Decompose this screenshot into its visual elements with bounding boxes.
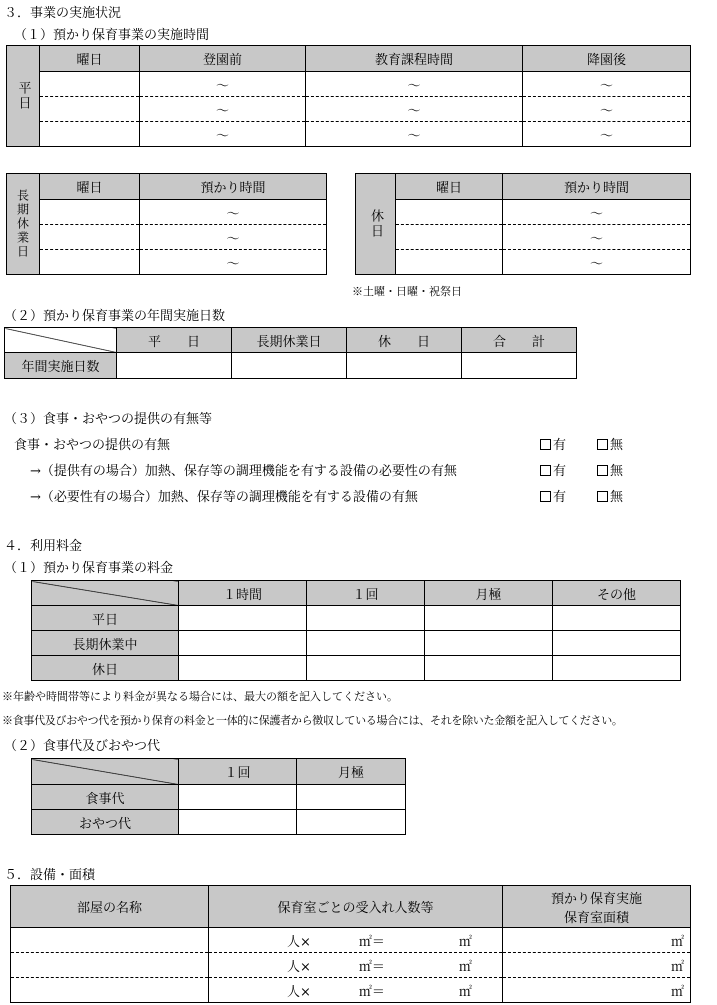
- facility-room-cell[interactable]: [11, 953, 209, 978]
- meal-row-label-snack: おやつ代: [32, 810, 179, 835]
- checkbox-icon[interactable]: [597, 465, 608, 476]
- q2-no-option[interactable]: 無: [597, 460, 623, 479]
- fee-cell[interactable]: [553, 631, 681, 656]
- fee-cell[interactable]: [307, 656, 425, 681]
- fee-header-other: その他: [553, 581, 681, 606]
- weekday-before-cell[interactable]: ～: [140, 97, 306, 122]
- annual-days-table: [4, 327, 577, 379]
- area-unit: ㎡: [458, 934, 472, 950]
- q2-yes-option[interactable]: 有: [540, 460, 566, 479]
- long-break-side-label: 長期休業日: [7, 174, 40, 275]
- fee-note-1: ※年齢や時間帯等により料金が異なる場合には、最大の額を記入してください。: [2, 690, 398, 703]
- person-unit: 人×: [287, 959, 311, 975]
- section-4-2-title: （２）食事代及びおやつ代: [4, 739, 161, 754]
- weekday-core-cell[interactable]: ～: [306, 72, 523, 97]
- fee-row-label-weekday: 平日: [32, 606, 179, 631]
- section-4-title: ４．利用料金: [4, 539, 83, 554]
- facility-room-cell[interactable]: [11, 928, 209, 953]
- weekday-core-cell[interactable]: ～: [306, 122, 523, 147]
- holiday-hours-cell[interactable]: ～: [503, 225, 691, 250]
- annual-weekday-cell[interactable]: [117, 353, 232, 379]
- facility-header-area: [503, 886, 691, 928]
- fee-row-label-long-break: 長期休業中: [32, 631, 179, 656]
- meal-fee-cell[interactable]: [297, 785, 406, 810]
- fee-cell[interactable]: [425, 606, 553, 631]
- long-break-hours-cell[interactable]: ～: [140, 250, 327, 275]
- weekday-day-cell[interactable]: [40, 122, 140, 147]
- facility-capacity-cell[interactable]: [209, 978, 503, 1003]
- annual-long-cell[interactable]: [232, 353, 347, 379]
- fee-header-monthly: 月極: [425, 581, 553, 606]
- cooking-need-question: →（提供有の場合）加熱、保存等の調理機能を有する設備の必要性の有無: [30, 464, 457, 479]
- fee-cell[interactable]: [307, 606, 425, 631]
- checkbox-icon[interactable]: [597, 491, 608, 502]
- checkbox-icon[interactable]: [540, 439, 551, 450]
- holiday-hours-table: [355, 173, 691, 275]
- annual-holiday-cell[interactable]: [347, 353, 462, 379]
- fee-table: [31, 580, 681, 681]
- long-break-hours-cell[interactable]: ～: [140, 200, 327, 225]
- area-unit-eq: ㎡＝: [358, 934, 385, 950]
- holiday-day-cell[interactable]: [396, 200, 503, 225]
- weekday-day-cell[interactable]: [40, 72, 140, 97]
- section-3-2-title: （２）預かり保育事業の年間実施日数: [4, 309, 226, 324]
- annual-header-weekday: 平 日: [117, 328, 232, 353]
- q1-no-option[interactable]: 無: [597, 434, 623, 453]
- area-unit-eq: ㎡＝: [358, 984, 385, 1000]
- fee-cell[interactable]: [425, 631, 553, 656]
- fee-cell[interactable]: [553, 656, 681, 681]
- meal-fee-table: [31, 758, 406, 835]
- fee-row-label-holiday: 休日: [32, 656, 179, 681]
- section-4-1-title: （１）預かり保育事業の料金: [4, 561, 174, 576]
- area-unit: ㎡: [458, 959, 472, 975]
- q3-yes-option[interactable]: 有: [540, 486, 566, 505]
- holiday-hours-cell[interactable]: ～: [503, 200, 691, 225]
- annual-total-cell[interactable]: [462, 353, 577, 379]
- fee-cell[interactable]: [179, 606, 307, 631]
- meal-provision-question: 食事・おやつの提供の有無: [14, 438, 171, 453]
- weekday-hours-table: [6, 45, 691, 147]
- facility-header-area-line2: 保育室面積: [563, 910, 629, 926]
- holiday-day-cell[interactable]: [396, 250, 503, 275]
- q1-yes-option[interactable]: 有: [540, 434, 566, 453]
- annual-header-long: 長期休業日: [232, 328, 347, 353]
- weekday-header-day: 曜日: [40, 46, 140, 72]
- q3-no-option[interactable]: 無: [597, 486, 623, 505]
- cooking-equipment-question: →（必要性有の場合）加熱、保存等の調理機能を有する設備の有無: [30, 490, 418, 505]
- weekday-after-cell[interactable]: ～: [523, 122, 691, 147]
- fee-cell[interactable]: [425, 656, 553, 681]
- facility-capacity-cell[interactable]: [209, 953, 503, 978]
- long-break-day-cell[interactable]: [40, 225, 140, 250]
- checkbox-icon[interactable]: [540, 491, 551, 502]
- holiday-header-hours: 預かり時間: [503, 174, 691, 200]
- facility-table: [10, 885, 691, 1003]
- long-break-header-day: 曜日: [40, 174, 140, 200]
- facility-room-cell[interactable]: [11, 978, 209, 1003]
- long-break-hours-cell[interactable]: ～: [140, 225, 327, 250]
- section-5-title: ５．設備・面積: [4, 868, 96, 883]
- annual-header-total: 合 計: [462, 328, 577, 353]
- weekday-header-before: 登園前: [140, 46, 306, 72]
- holiday-hours-cell[interactable]: ～: [503, 250, 691, 275]
- area-unit-eq: ㎡＝: [358, 959, 385, 975]
- holiday-header-day: 曜日: [396, 174, 503, 200]
- weekday-header-after: 降園後: [523, 46, 691, 72]
- area-unit: ㎡: [670, 934, 684, 950]
- facility-header-area-line1: 預かり保育実施: [550, 891, 642, 907]
- holiday-note: ※土曜・日曜・祝祭日: [352, 285, 462, 298]
- annual-corner-cell: [5, 328, 117, 353]
- annual-row-label: 年間実施日数: [5, 353, 117, 379]
- weekday-before-cell[interactable]: ～: [140, 72, 306, 97]
- holiday-day-cell[interactable]: [396, 225, 503, 250]
- checkbox-icon[interactable]: [597, 439, 608, 450]
- area-unit: ㎡: [670, 959, 684, 975]
- meal-corner-cell: [32, 759, 179, 785]
- weekday-core-cell[interactable]: ～: [306, 97, 523, 122]
- section-3-3-title: （３）食事・おやつの提供の有無等: [4, 412, 213, 427]
- weekday-header-core: 教育課程時間: [306, 46, 523, 72]
- facility-area-cell[interactable]: [503, 978, 691, 1003]
- annual-header-holiday: 休 日: [347, 328, 462, 353]
- weekday-after-cell[interactable]: ～: [523, 72, 691, 97]
- fee-cell[interactable]: [179, 656, 307, 681]
- holiday-side-label: 休日: [356, 174, 396, 275]
- area-unit: ㎡: [458, 984, 472, 1000]
- fee-cell[interactable]: [553, 606, 681, 631]
- meal-fee-cell[interactable]: [179, 785, 297, 810]
- facility-header-capacity: 保育室ごとの受入れ人数等: [209, 886, 503, 928]
- fee-header-hour: １時間: [179, 581, 307, 606]
- person-unit: 人×: [287, 984, 311, 1000]
- meal-header-once: １回: [179, 759, 297, 785]
- fee-corner-cell: [32, 581, 179, 606]
- meal-row-label-meal: 食事代: [32, 785, 179, 810]
- meal-header-monthly: 月極: [297, 759, 406, 785]
- long-break-day-cell[interactable]: [40, 200, 140, 225]
- section-3-title: ３．事業の実施状況: [4, 6, 122, 21]
- facility-area-cell[interactable]: [503, 953, 691, 978]
- section-3-1-title: （１）預かり保育事業の実施時間: [14, 28, 210, 43]
- facility-header-room: 部屋の名称: [11, 886, 209, 928]
- area-unit: ㎡: [670, 984, 684, 1000]
- fee-cell[interactable]: [307, 631, 425, 656]
- long-break-day-cell[interactable]: [40, 250, 140, 275]
- meal-fee-cell[interactable]: [297, 810, 406, 835]
- weekday-day-cell[interactable]: [40, 97, 140, 122]
- fee-cell[interactable]: [179, 631, 307, 656]
- person-unit: 人×: [287, 934, 311, 950]
- facility-capacity-cell[interactable]: [209, 928, 503, 953]
- weekday-after-cell[interactable]: ～: [523, 97, 691, 122]
- checkbox-icon[interactable]: [540, 465, 551, 476]
- fee-note-2: ※食事代及びおやつ代を預かり保育の料金と一体的に保護者から徴収している場合には、それを除いた金額を記入してください。: [2, 714, 623, 727]
- meal-fee-cell[interactable]: [179, 810, 297, 835]
- facility-area-cell[interactable]: [503, 928, 691, 953]
- long-break-hours-table: [6, 173, 327, 275]
- weekday-side-label: 平日: [7, 46, 40, 147]
- fee-header-once: １回: [307, 581, 425, 606]
- long-break-header-hours: 預かり時間: [140, 174, 327, 200]
- weekday-before-cell[interactable]: ～: [140, 122, 306, 147]
